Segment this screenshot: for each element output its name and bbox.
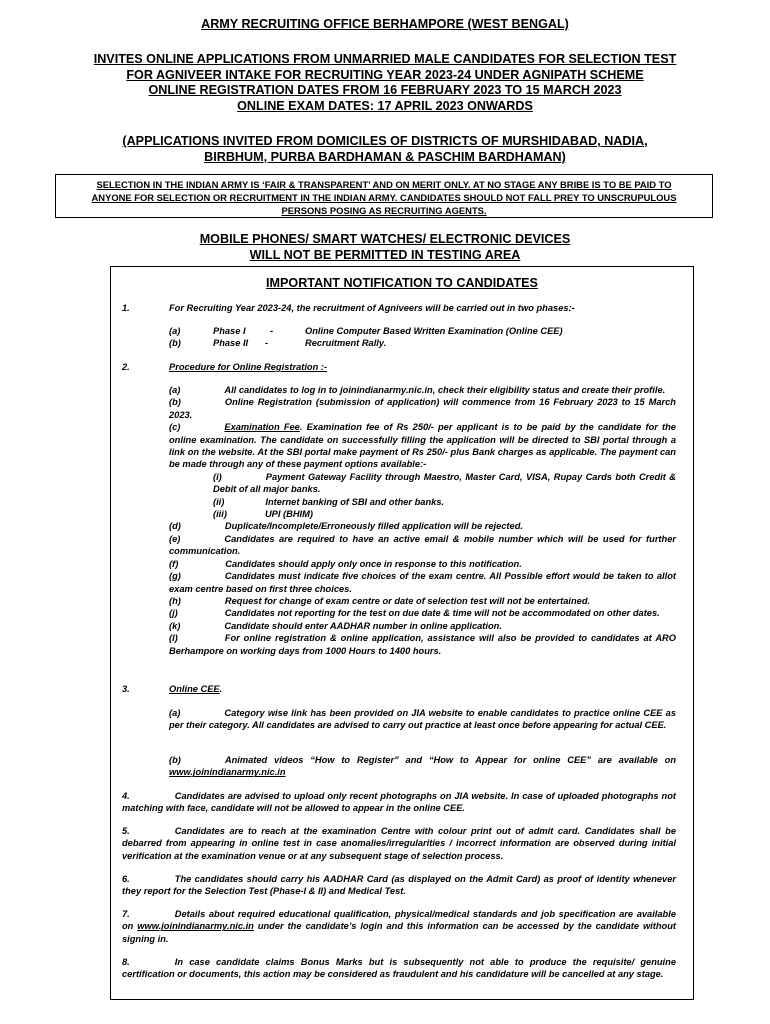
office-title: ARMY RECRUITING OFFICE BERHAMPORE (WEST BENGAL) [201,17,569,31]
devices-line: WILL NOT BE PERMITTED IN TESTING AREA [249,247,521,262]
para-2g: (g) Candidates must indicate five choices of the exam centre. All Possible effort would be taken to allot exam centre based on first three choices. [169,571,676,594]
phase-b-name: Phase II [213,338,249,348]
para-2b-text: Online Registration (submission of application) will commence from 16 February 2023 to 15 March 2023. [169,397,676,420]
para-6: 6. The candidates should carry his AADHAR Card (as displayed on the Admit Card) as proof of identity whenever they report for the Selection Test (Phase-I & II) and Medical Test. [122,874,676,897]
para-3b-text: Animated videos “How to Register” and “How to Appear for online CEE” are available on [224,755,676,765]
joinindianarmy-link[interactable]: www.joinindianarmy.nic.in [169,767,286,778]
payment-option-iii: (iii) UPI (BHIM) [213,509,313,520]
phase-b-dash: - [265,338,269,348]
para-2d-text: Duplicate/Incomplete/Erroneously filled application will be rejected. [224,521,523,532]
para-2l: (l) For online registration & online application, assistance will also be provided to candidates at ARO Berhampore on working days from 1000 Hours to 1400 hours. [169,633,676,656]
anti-bribery-warning-box [55,174,713,218]
joinindianarmy-link[interactable]: www.joinindianarmy.nic.in [137,921,254,932]
registration-dates: ONLINE REGISTRATION DATES FROM 16 FEBRUARY 2023 TO 15 MARCH 2023 [148,83,622,97]
para-2f-text: Candidates should apply only once in response to this notification. [225,558,522,569]
para-2j: (j) Candidates not reporting for the test on due date & time will not be accommodated on other dates. [169,608,660,619]
para-7: 7. Details about required educational qualification, physical/medical standards and job specification are available on www.joinindianarmy.nic.in under the candidate’s login and this information can be accessed by the candidate without signing in. [122,909,676,944]
domicile-line: (APPLICATIONS INVITED FROM DOMICILES OF DISTRICTS OF MURSHIDABAD, NADIA, [122,134,648,148]
para-7-text: Details about required educational qualification, physical/medical standards and job specification are available on [122,909,676,932]
para-3b: (b) Animated videos “How to Register” and “How to Appear for online CEE” are available on www.joinindianarmy.nic.in [169,755,676,778]
para-1-text: For Recruiting Year 2023-24, the recruitment of Agniveers will be carried out in two phases:- [169,303,575,313]
warning-line: SELECTION IN THE INDIAN ARMY IS ‘FAIR & TRANSPARENT’ AND ON MERIT ONLY. AT NO STAGE ANY BRIBE IS TO BE PAID TO [96,179,672,190]
exam-dates: ONLINE EXAM DATES: 17 APRIL 2023 ONWARDS [237,98,533,113]
para-3-title-wrap: Online CEE. [169,684,223,694]
para-2c-text: . Examination fee of Rs 250/- per applicant is to be paid by the candidate for the online examination. The candidate on successfully filling the application will be directed to SBI portal through a link on the website. At the SBI portal make payment of Rs 250/- plus Bank charges as applicable. The payment can be made through any of these payment options available:- [169,422,676,470]
para-3-number: 3. [122,684,130,694]
warning-line: PERSONS POSING AS RECRUITING AGENTS. [281,204,487,216]
para-2e: (e) Candidates are required to have an active email & mobile number which will be used for further communication. [169,533,676,557]
para-5-text: Candidates are to reach at the examination Centre with colour print out of admit card. Candidates shall be debarred from appearing in online test in case anomalies/irregularities / incorrect information are observed during initial verification at the examination venue or at any subsequent stage of selection process. [122,826,676,861]
para-2a-text: All candidates to log in to joinindianarmy.nic.in, check their eligibility status and create their profile. [224,385,666,395]
phase-a-name: Phase I [213,326,246,336]
invitation-line: FOR AGNIVEER INTAKE FOR RECRUITING YEAR 2023-24 UNDER AGNIPATH SCHEME [126,67,644,82]
domicile-heading [70,134,700,165]
invitation-line: INVITES ONLINE APPLICATIONS FROM UNMARRIED MALE CANDIDATES FOR SELECTION TEST [93,52,677,66]
payment-option-iii-text: UPI (BHIM) [264,509,313,520]
payment-option-i: (i) Payment Gateway Facility through Maestro, Master Card, VISA, Rupay Cards both Credit & Debit of all major banks. [213,471,676,495]
invitation-heading [40,52,730,114]
para-2-title: Procedure for Online Registration :- [169,362,328,372]
para-4-text: Candidates are advised to upload only recent photographs on JIA website. In case of uploaded photographs not matching with face, candidate will not be allowed to appear in the online CEE. [122,791,676,814]
para-2f: (f) Candidates should apply only once in response to this notification. [169,558,522,569]
para-5: 5. Candidates are to reach at the examination Centre with colour print out of admit card. Candidates shall be debarred from appearing in online test in case anomalies/irregularities / incorrect information are observed during initial verification at the examination venue or at any subsequent stage of selection process. [122,826,676,861]
para-2l-text: For online registration & online application, assistance will also be provided to candidates at ARO Berhampore on working days from 1000 Hours to 1400 hours. [169,633,676,656]
warning-line: ANYONE FOR SELECTION OR RECRUITMENT IN THE INDIAN ARMY. CANDIDATES SHOULD NOT FALL PREY TO UNSCRUPULOUS [91,191,677,203]
notification-title: IMPORTANT NOTIFICATION TO CANDIDATES [266,276,538,290]
para-8-text: In case candidate claims Bonus Marks but is subsequently not able to produce the requisite/ genuine certification or documents, this action may be considered as fraudulent and his candidature will be cancelled at any stage. [122,957,676,980]
para-2h-text: Request for change of exam centre or date of selection test will not be entertained. [224,595,591,606]
devices-line: MOBILE PHONES/ SMART WATCHES/ ELECTRONIC DEVICES [199,232,571,246]
payment-option-i-text: Payment Gateway Facility through Maestro, Master Card, VISA, Rupay Cards both Credit & Debit of all major banks. [213,471,676,495]
para-2k: (k) Candidate should enter AADHAR number in online application. [169,620,502,631]
para-2j-text: Candidates not reporting for the test on due date & time will not be accommodated on other dates. [224,608,660,619]
phase-b-desc: Recruitment Rally. [305,338,387,348]
para-2-body [169,384,676,657]
para-1-number: 1. [122,303,130,313]
para-2c: (c) Examination Fee. Examination fee of Rs 250/- per applicant is to be paid by the candidate for the online examination. The candidate on successfully filling the application will be directed to SBI portal through a link on the website. At the SBI portal make payment of Rs 250/- plus Bank charges as applicable. The payment can be made through any of these payment options available:- [169,422,676,470]
para-2e-text: Candidates are required to have an active email & mobile number which will be used for further communication. [169,533,676,557]
para-2d: (d) Duplicate/Incomplete/Erroneously filled application will be rejected. [169,521,523,532]
para-2b: (b) Online Registration (submission of application) will commence from 16 February 2023 to 15 March 2023. [169,397,676,420]
electronic-devices-notice [0,232,770,263]
para-2h: (h) Request for change of exam centre or date of selection test will not be entertained. [169,595,591,606]
para-4: 4. Candidates are advised to upload only recent photographs on JIA website. In case of uploaded photographs not matching with face, candidate will not be allowed to appear in the online CEE. [122,791,676,814]
para-2-number: 2. [122,362,130,372]
para-2c-head: Examination Fee [224,422,300,433]
domicile-line: BIRBHUM, PURBA BARDHAMAN & PASCHIM BARDHAMAN) [204,149,566,164]
payment-option-ii: (ii) Internet banking of SBI and other banks. [213,496,445,507]
para-6-text: The candidates should carry his AADHAR Card (as displayed on the Admit Card) as proof of identity whenever they report for the Selection Test (Phase-I & II) and Medical Test. [122,874,676,897]
para-2k-text: Candidate should enter AADHAR number in online application. [224,620,502,631]
phase-a-desc: Online Computer Based Written Examination (Online CEE) [305,326,563,336]
para-3a-text: Category wise link has been provided on JIA website to enable candidates to practice online CEE as per their category. All candidates are advised to carry out practice at least once before appearing for actual CEE. [169,708,676,731]
para-2g-text: Candidates must indicate five choices of the exam centre. All Possible effort would be taken to allot exam centre based on first three choices. [169,571,676,594]
para-3-title: Online CEE [169,684,220,694]
phase-b-label: (b) [169,338,181,348]
para-8: 8. In case candidate claims Bonus Marks but is subsequently not able to produce the requisite/ genuine certification or documents, this action may be considered as fraudulent and his candidature will be cancelled at any stage. [122,957,676,980]
para-3a: (a) Category wise link has been provided on JIA website to enable candidates to practice online CEE as per their category. All candidates are advised to carry out practice at least once before appearing for actual CEE. [169,708,676,731]
payment-option-ii-text: Internet banking of SBI and other banks. [265,496,445,507]
phase-a-dash: - [270,326,274,336]
para-7-text-end: under the candidate’s login and this information can be accessed by the candidate without signing in. [122,921,676,944]
phase-a-label: (a) [169,326,181,336]
para-2a: (a) All candidates to log in to joinindianarmy.nic.in, check their eligibility status and create their profile. [169,385,666,395]
